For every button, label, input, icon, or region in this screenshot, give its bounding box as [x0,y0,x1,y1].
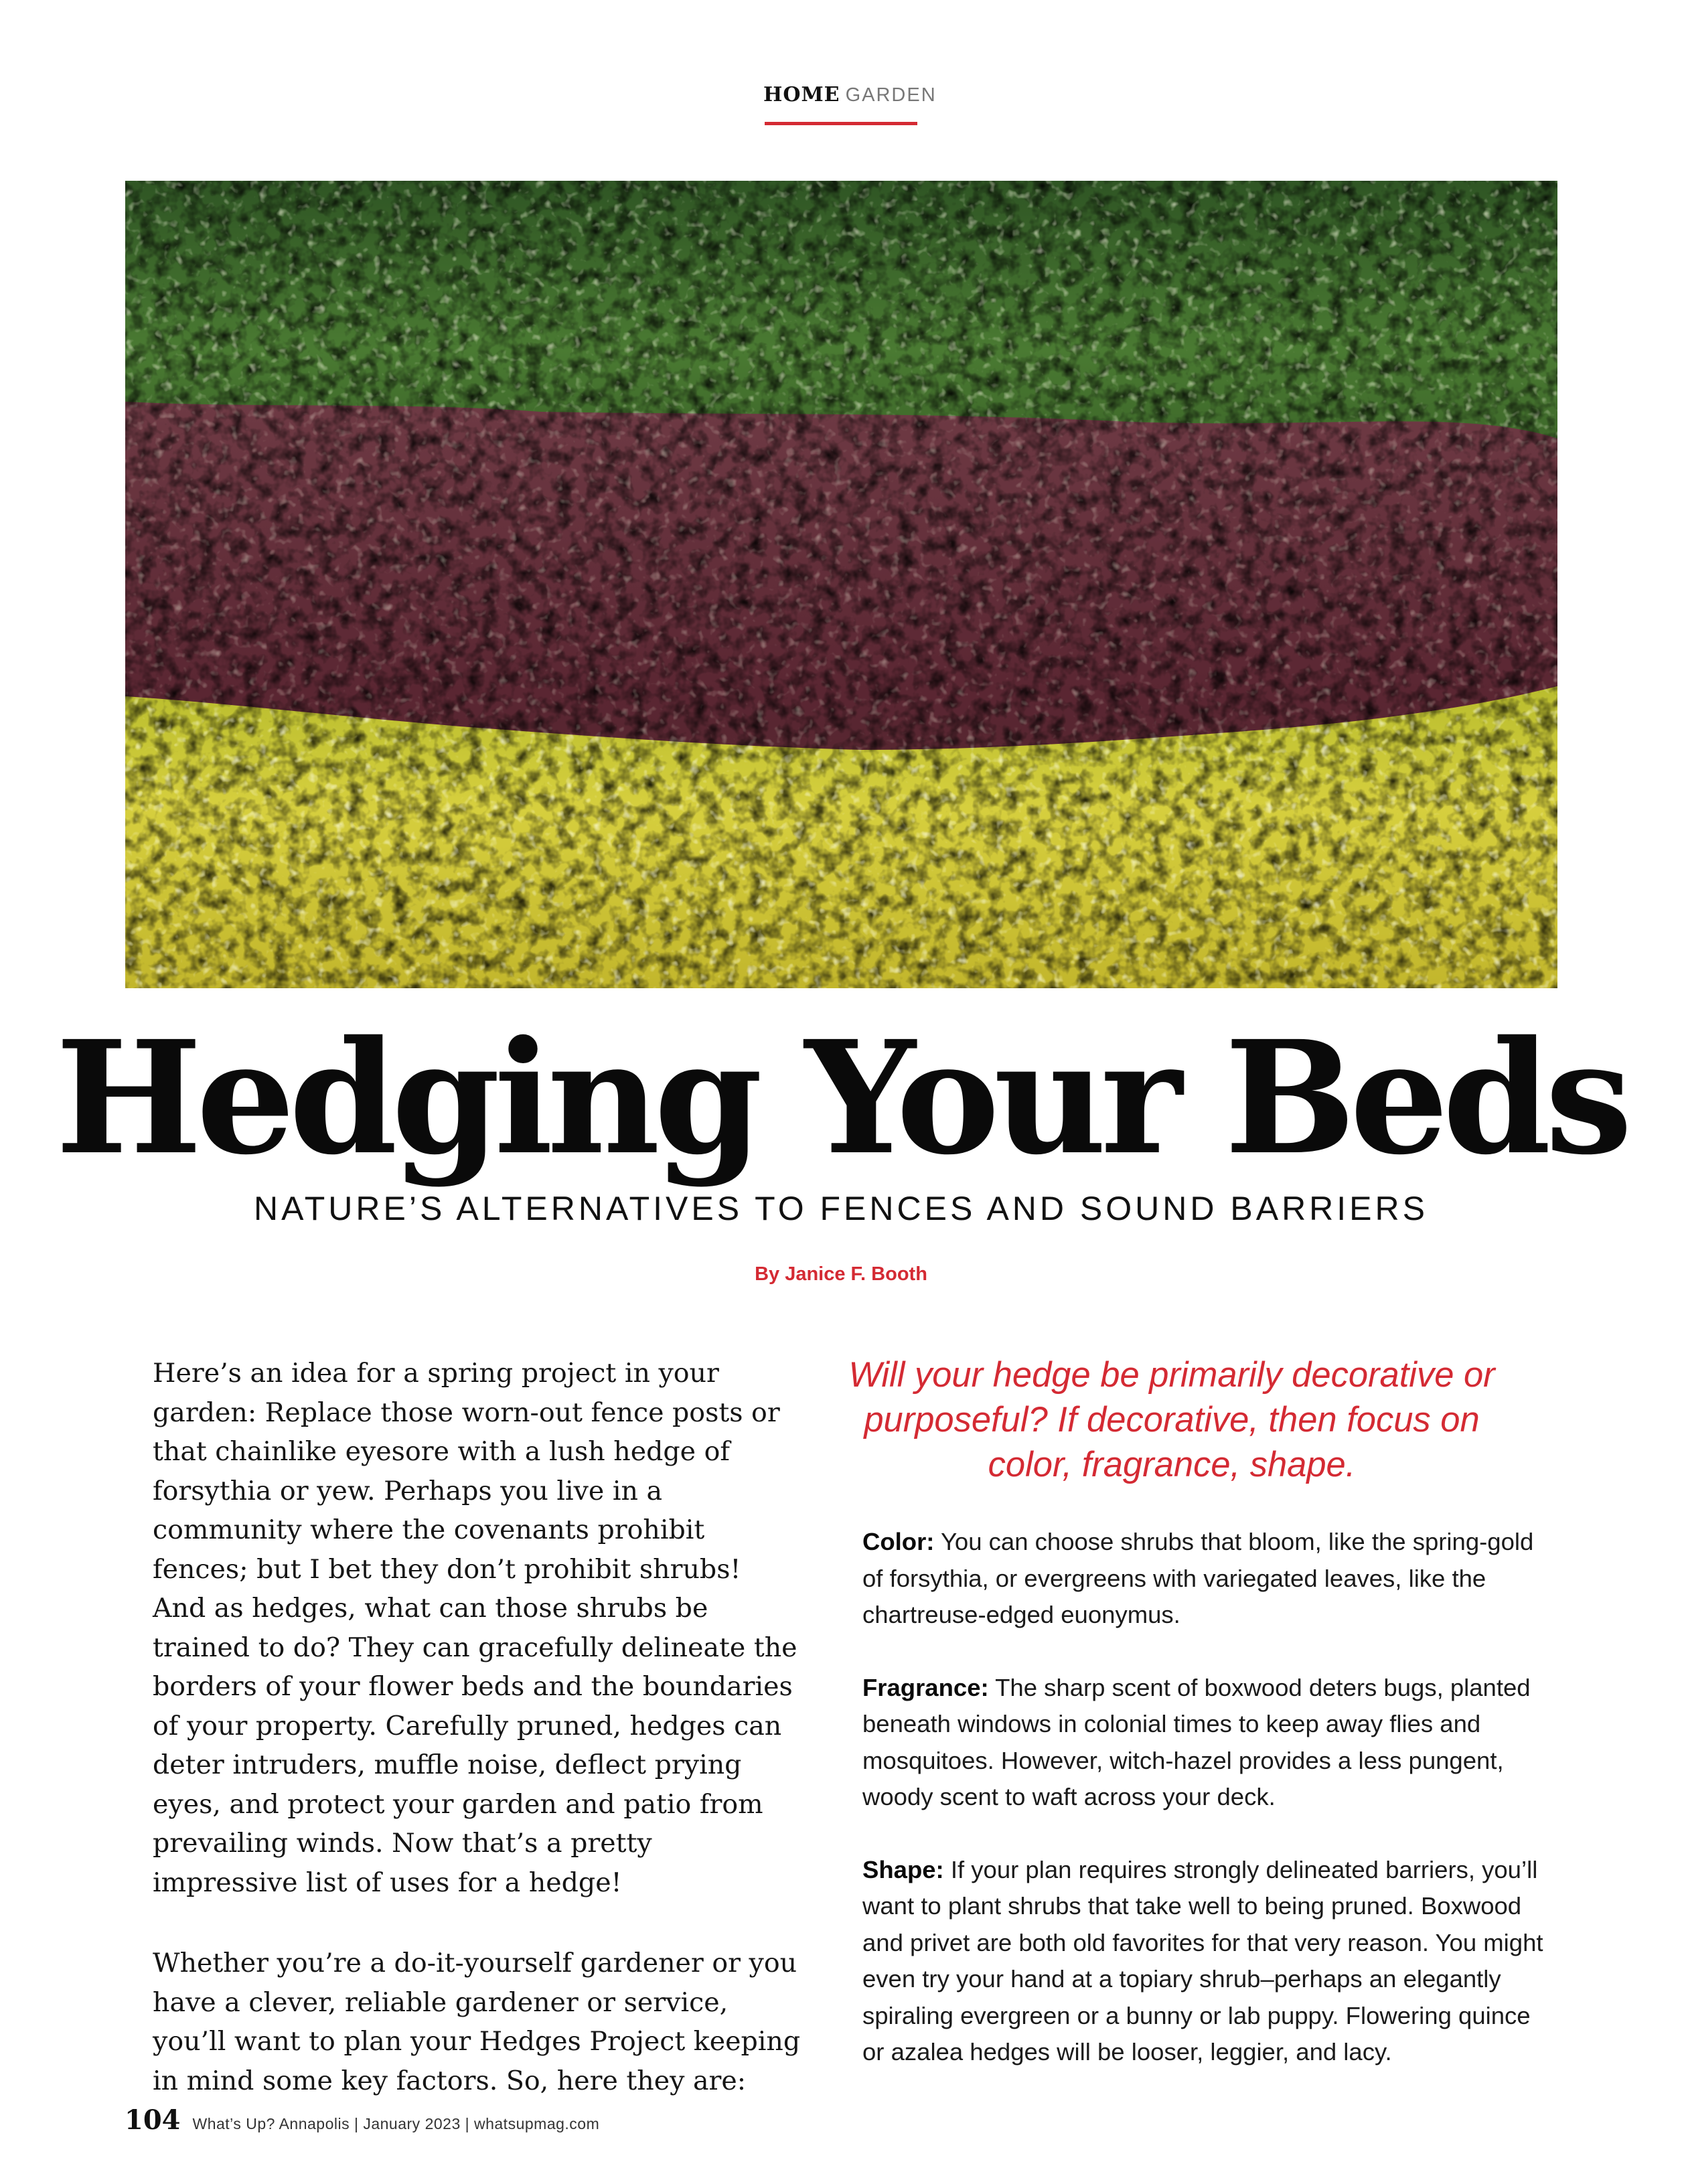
article-subtitle: NATURE’S ALTERNATIVES TO FENCES AND SOUND BARRIERS [253,1190,1428,1227]
page-number: 104 [125,2104,181,2136]
factor-color [862,1524,1559,1634]
pull-quote: Will your hedge be primarily decorative or purposeful? If decorative, then focus on color, fragrance, shape. [848,1355,1495,1484]
subsection-label: GARDEN [845,84,937,106]
section-rule [765,122,917,125]
factor-label: Color: [862,1528,935,1555]
factor-text: You can choose shrubs that bloom, like the spring-gold of forsythia, or evergreens with variegated leaves, like the chartreuse-edged euonymus. [862,1528,1534,1628]
factor-fragrance [862,1670,1559,1816]
section-header [763,83,937,106]
factor-label: Fragrance: [862,1673,989,1701]
factor-text: If your plan requires strongly delineated barriers, you’ll want to plant shrubs that take well to being pruned. Boxwood and privet are both old favorites for that very reason. You might even try your hand at a topiary shrub–perhaps an elegantly spiraling evergreen or a bunny or lab puppy. Flowering quince or azalea hedges will be looser, leggier, and lacy. [862,1855,1543,2065]
body-right-column [862,1524,1559,2071]
publication-info: What’s Up? Annapolis | January 2023 | whatsupmag.com [192,2115,600,2132]
factor-shape [862,1852,1559,2071]
article-title: Hedging Your Beds [55,1006,1627,1189]
body-left-column [153,1354,802,2100]
hedge-photo-icon [125,181,1557,988]
body-paragraph: Here’s an idea for a spring project in your garden: Replace those worn-out fence posts or that chainlike eyesore with a lush hedge of forsythia or yew. Perhaps you live in a community where the covenants prohibit fences; but I bet they don’t prohibit shrubs! And as hedges, what can those shrubs be trained to do? They can gracefully delineate the borders of your flower beds and the boundaries of your property. Carefully pruned, hedges can deter intruders, muffle noise, deflect prying eyes, and protect your garden and patio from prevailing winds. Now that’s a pretty impressive list of uses for a hedge! [153,1358,797,1898]
byline: By Janice F. Booth [755,1263,927,1285]
factor-text: The sharp scent of boxwood deters bugs, planted beneath windows in colonial times to keep away flies and mosquitoes. However, witch-hazel provides a less pungent, woody scent to waft across your deck. [862,1673,1531,1810]
section-label: HOME [763,83,840,106]
factor-label: Shape: [862,1855,944,1883]
page-footer [125,2104,599,2136]
body-paragraph: Whether you’re a do-it-yourself gardener or you have a clever, reliable gardener or service, you’ll want to plan your Hedges Project keeping in mind some key factors. So, here they are: [153,1948,801,2096]
